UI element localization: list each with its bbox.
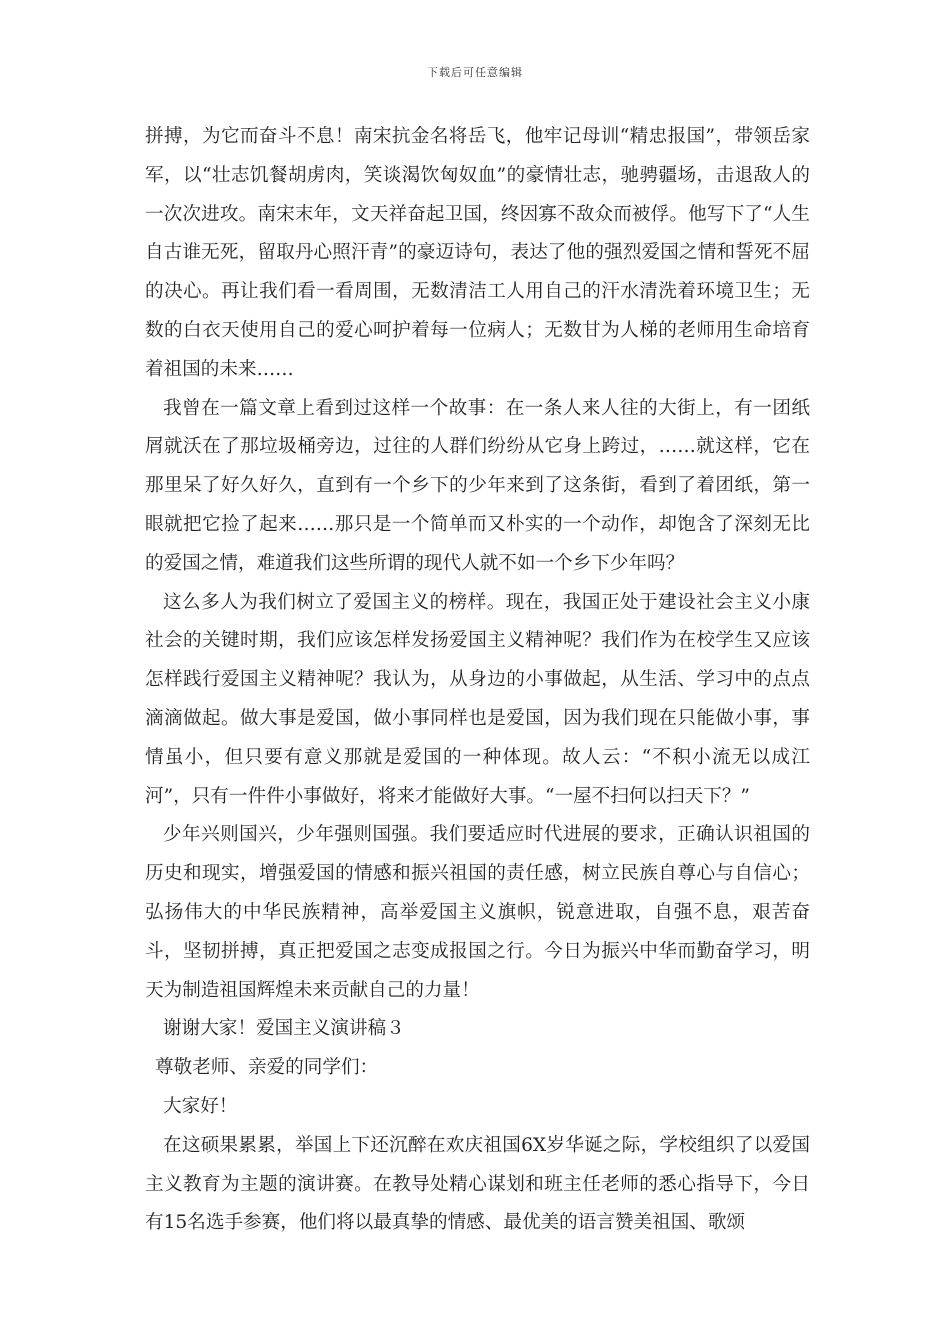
paragraph-2: 我曾在一篇文章上看到过这样一个故事：在一条人来人往的大街上，有一团纸屑就沃在了那垃圾桶旁边，过往的人群们纷纷从它身上跨过，……就这样，它在那里呆了好久好久，直到有一个乡下的少年来到了这条街，看到了着团纸，第一眼就把它捡了起来……那只是一个简单而又朴实的一个动作，却饱含了深刻无比的爱国之情，难道我们这些所谓的现代人就不如一个乡下少年吗？ <box>145 397 810 574</box>
salutation: 尊敬老师、亲爱的同学们： <box>155 1057 379 1079</box>
document-body <box>145 118 810 1243</box>
page-header: 下载后可任意编辑 <box>427 66 523 79</box>
paragraph-4: 少年兴则国兴，少年强则国强。我们要适应时代进展的要求，正确认识祖国的历史和现实，增强爱国的情感和振兴祖国的责任感，树立民族自尊心与自信心；弘扬伟大的中华民族精神，高举爱国主义旗帜，锐意进取，自强不息，艰苦奋斗，坚韧拼搏，真正把爱国之志变成报国之行。今日为振兴中华而勤奋学习，明天为制造祖国辉煌未来贡献自己的力量！ <box>145 824 810 1001</box>
final-paragraph: 在这硕果累累，举国上下还沉醉在欢庆祖国6X岁华诞之际，学校组织了以爱国主义教育为主题的演讲赛。在教导处精心谋划和班主任老师的悉心指导下，今日有15名选手参赛，他们将以最真挚的情感、最优美的语言赞美祖国、歌颂 <box>145 1134 810 1234</box>
paragraph-1: 拼搏，为它而奋斗不息！南宋抗金名将岳飞，他牢记母训“精忠报国”，带领岳家军，以“壮志饥餐胡虏肉，笑谈渴饮匈奴血”的豪情壮志，驰骋疆场，击退敌人的一次次进攻。南宋末年，文天祥奋起卫国，终因寡不敌众而被俘。他写下了“人生自古谁无死，留取丹心照汗青”的豪迈诗句，表达了他的强烈爱国之情和誓死不屈的决心。再让我们看一看周围，无数清洁工人用自己的汗水清洗着环境卫生；无数的白衣天使用自己的爱心呵护着每一位病人；无数甘为人梯的老师用生命培育着祖国的未来…… <box>145 126 810 380</box>
greeting: 大家好！ <box>163 1095 238 1117</box>
closing-line: 谢谢大家！爱国主义演讲稿３ <box>163 1018 405 1040</box>
paragraph-3: 这么多人为我们树立了爱国主义的榜样。现在，我国正处于建设社会主义小康社会的关键时期，我们应该怎样发扬爱国主义精神呢？我们作为在校学生又应该怎样践行爱国主义精神呢？我认为，从身边的小事做起，从生活、学习中的点点滴滴做起。做大事是爱国，做小事同样也是爱国，因为我们现在只能做小事，事情虽小，但只要有意义那就是爱国的一种体现。故人云：“不积小流无以成江河”，只有一件件小事做好，将来才能做好大事。“一屋不扫何以扫天下？” <box>145 591 810 807</box>
